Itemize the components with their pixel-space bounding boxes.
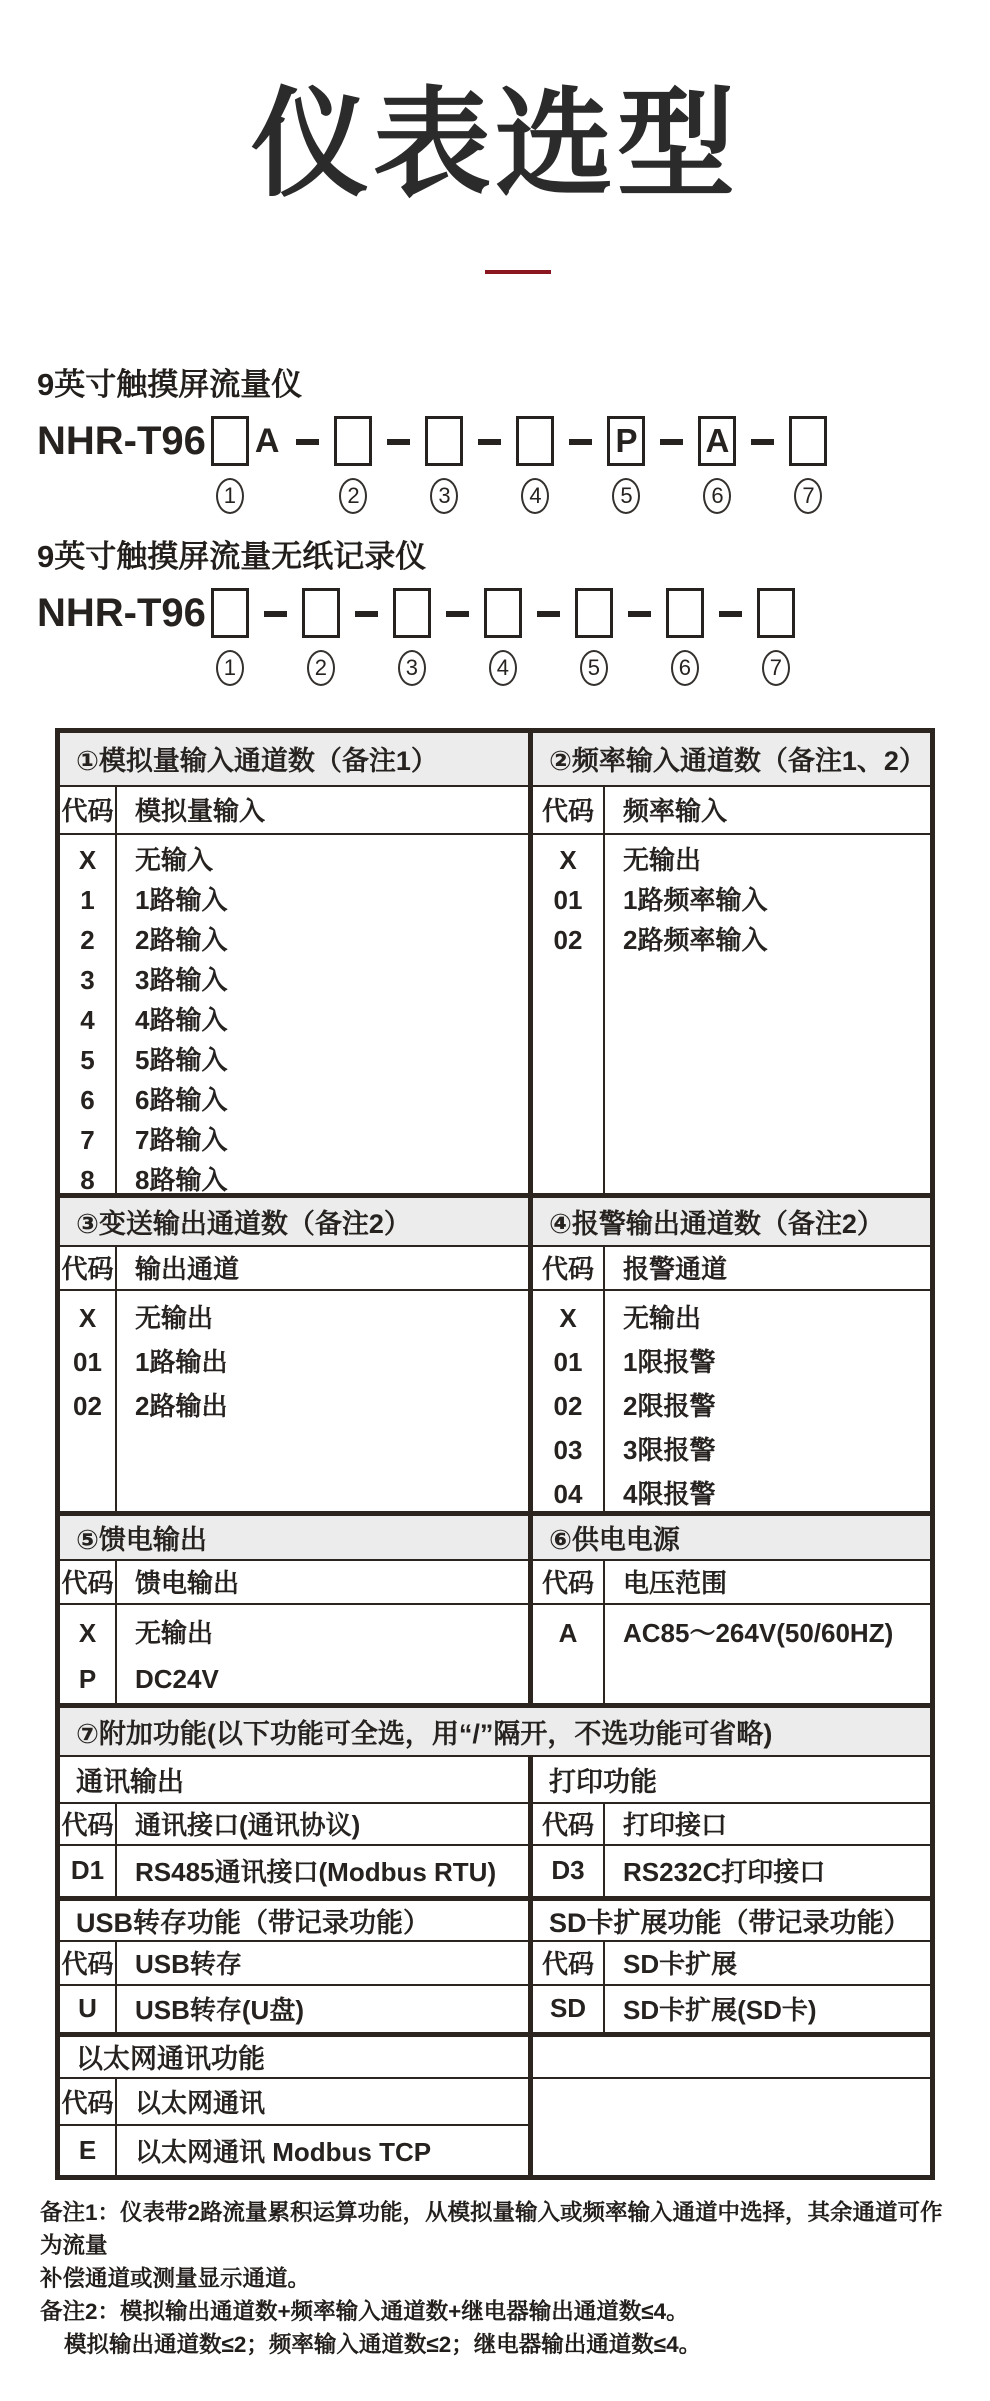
- dash-separator: [628, 611, 651, 617]
- slot-number-circle: 1: [216, 478, 244, 514]
- model2-slot-4: [484, 588, 522, 686]
- code-value: 4: [80, 1004, 95, 1035]
- model2-prefix: NHR-T96: [37, 590, 206, 635]
- model2-slot-2: [302, 588, 340, 686]
- note-1-line-2: 补偿通道或测量显示通道。: [40, 2265, 311, 2291]
- model1-fixed-letter: A: [254, 421, 280, 460]
- code-value: 5: [80, 1044, 95, 1075]
- code-desc: 2路频率输入: [623, 924, 768, 955]
- s5-band-row: [60, 1896, 930, 1940]
- slot-number-circle: 3: [430, 478, 458, 514]
- code-box-empty: [211, 588, 249, 638]
- code-box-A: A: [698, 416, 736, 466]
- selection-table: [55, 728, 935, 2180]
- code-desc: USB转存(U盘): [115, 1986, 528, 2032]
- s3-left-descs: [115, 1605, 528, 1703]
- code-desc: RS485通讯接口(Modbus RTU): [115, 1846, 528, 1896]
- slot-number-circle: 7: [762, 650, 790, 686]
- code-value: 1: [80, 884, 95, 915]
- code-value: SD: [528, 1986, 603, 2032]
- code-value: X: [559, 844, 577, 875]
- code-box-empty: [575, 588, 613, 638]
- code-box-empty: [334, 416, 372, 466]
- code-desc: 以太网通讯 Modbus TCP: [115, 2126, 528, 2175]
- code-value: A: [558, 1617, 578, 1648]
- s1-subheader-row: [60, 785, 930, 833]
- footnotes: [40, 2196, 960, 2361]
- model1-code-line: [37, 416, 990, 514]
- dash-separator: [264, 611, 287, 617]
- s4-data-row: [60, 1844, 930, 1896]
- model1-slot-1: [211, 416, 249, 514]
- s1-left-desc-label: 模拟量输入: [115, 787, 528, 833]
- code-box-empty: [484, 588, 522, 638]
- s1-right-codes: [528, 835, 603, 1193]
- code-value: 8: [80, 1164, 95, 1193]
- code-desc: 2路输入: [135, 924, 228, 955]
- model2-slot-7: [757, 588, 795, 686]
- model2-slot-1: [211, 588, 249, 686]
- code-box-empty: [789, 416, 827, 466]
- model1-slot-5: [607, 416, 645, 514]
- code-value: D3: [528, 1846, 603, 1896]
- slot-number-circle: 6: [703, 478, 731, 514]
- s2-right-codes: [528, 1291, 603, 1511]
- s3-right-desc-label: 电压范围: [603, 1561, 935, 1603]
- s4-band-right: 打印功能: [528, 1757, 930, 1802]
- code-value: 01: [73, 1346, 102, 1377]
- catalog-page: [0, 72, 990, 2401]
- s6-left-rows: [60, 2079, 528, 2175]
- code-value: 02: [73, 1390, 102, 1421]
- dash-separator: [355, 611, 378, 617]
- code-desc: 4路输入: [135, 1004, 228, 1035]
- code-desc: 7路输入: [135, 1124, 228, 1155]
- code-box-P: P: [607, 416, 645, 466]
- code-value: D1: [70, 1855, 105, 1885]
- s3-data-block: [60, 1603, 930, 1703]
- code-desc: 2限报警: [623, 1390, 716, 1421]
- s2-left-descs: [115, 1291, 528, 1511]
- s5-data-row: [60, 1984, 930, 2032]
- slot-number-circle: 1: [216, 650, 244, 686]
- code-desc: 2路输出: [135, 1390, 228, 1421]
- s4-right-desc-label: 打印接口: [603, 1804, 935, 1844]
- model1-slot-2: [334, 416, 372, 514]
- code-box-empty: [425, 416, 463, 466]
- s3-header-left: ⑤馈电输出: [76, 1524, 207, 1555]
- slot-number-circle: 4: [521, 478, 549, 514]
- s1-right-descs: [603, 835, 935, 1193]
- code-box-empty: [302, 588, 340, 638]
- s1-right-desc-label: 频率输入: [603, 787, 935, 833]
- code-desc: 无输出: [623, 1302, 702, 1333]
- s4-header-row: [60, 1703, 930, 1755]
- s2-right-descs: [603, 1291, 935, 1511]
- s6-band-row: [60, 2032, 930, 2077]
- s6-right-empty-cell: [528, 2079, 930, 2175]
- s4-left-code-label: 代码: [61, 1810, 114, 1840]
- slot-number-circle: 5: [612, 478, 640, 514]
- code-value: 03: [553, 1434, 583, 1465]
- s3-right-descs: [603, 1605, 935, 1703]
- code-value: X: [78, 1302, 97, 1333]
- dash-separator: [387, 439, 410, 445]
- code-value: E: [78, 2134, 97, 2165]
- note-2-line-2: 模拟输出通道数≤2；频率输入通道数≤2；继电器输出通道数≤4。: [64, 2331, 702, 2357]
- code-value: X: [559, 1302, 577, 1333]
- code-desc: 8路输入: [135, 1164, 228, 1193]
- code-box-empty: [393, 588, 431, 638]
- s1-header-left: ①模拟量输入通道数（备注1）: [76, 746, 438, 776]
- model2-name: 9英寸触摸屏流量无纸记录仪: [37, 538, 427, 574]
- code-desc: 3路输入: [135, 964, 228, 995]
- slot-number-circle: 5: [580, 650, 608, 686]
- model1-slot-7: [789, 416, 827, 514]
- slot-number-circle: 3: [398, 650, 426, 686]
- code-desc: 4限报警: [623, 1478, 716, 1509]
- code-desc: AC85～264V(50/60HZ): [623, 1617, 894, 1648]
- s3-right-code-label: 代码: [528, 1561, 603, 1603]
- dash-separator: [719, 611, 742, 617]
- slot-number-circle: 2: [339, 478, 367, 514]
- s5-left-desc-label: USB转存: [115, 1942, 528, 1984]
- code-desc: 无输出: [135, 1302, 214, 1333]
- s5-band-right: SD卡扩展功能（带记录功能）: [528, 1901, 930, 1940]
- s3-header-right: ⑥供电电源: [528, 1516, 930, 1559]
- code-box-empty: [211, 416, 249, 466]
- s3-subheader-row: [60, 1559, 930, 1603]
- s4-band-row: [60, 1755, 930, 1802]
- s1-left-code-label: 代码: [61, 796, 114, 826]
- slot-number-circle: 6: [671, 650, 699, 686]
- s5-band-left: USB转存功能（带记录功能）: [76, 1907, 431, 1938]
- slot-number-circle: 4: [489, 650, 517, 686]
- s4-subheader-row: [60, 1802, 930, 1844]
- code-desc: DC24V: [135, 1663, 219, 1694]
- s2-right-desc-label: 报警通道: [603, 1247, 935, 1289]
- code-desc: 5路输入: [135, 1044, 228, 1075]
- s4-right-code-label: 代码: [528, 1804, 603, 1844]
- s5-subheader-row: [60, 1940, 930, 1984]
- code-desc: SD卡扩展(SD卡): [603, 1986, 935, 2032]
- note-1-line-1: 备注1：仪表带2路流量累积运算功能，从模拟量输入或频率输入通道中选择，其余通道可作为流量: [40, 2199, 943, 2258]
- s2-header-left: ③变送输出通道数（备注2）: [76, 1208, 411, 1239]
- s4-header-full: ⑦附加功能(以下功能可全选，用“/”隔开，不选功能可省略): [76, 1718, 773, 1749]
- s3-header-row: [60, 1511, 930, 1559]
- code-desc: 1限报警: [623, 1346, 716, 1377]
- code-value: 2: [80, 924, 95, 955]
- s6-data-block: [60, 2077, 930, 2175]
- dash-separator: [569, 439, 592, 445]
- s6-band-right-empty: [528, 2037, 930, 2077]
- slot-number-circle: 2: [307, 650, 335, 686]
- dash-separator: [537, 611, 560, 617]
- title-underline-decoration: [485, 270, 551, 274]
- code-desc: 1路频率输入: [623, 884, 768, 915]
- dash-separator: [660, 439, 683, 445]
- model1-slot-6: [698, 416, 736, 514]
- s2-left-codes: [60, 1291, 115, 1511]
- code-value: 6: [80, 1084, 95, 1115]
- s1-data-block: [60, 833, 930, 1193]
- code-desc: 3限报警: [623, 1434, 716, 1465]
- s3-left-codes: [60, 1605, 115, 1703]
- code-value: 01: [553, 1346, 583, 1377]
- s6-subheader-row: [60, 2079, 528, 2124]
- model2-slot-5: [575, 588, 613, 686]
- s3-left-desc-label: 馈电输出: [115, 1561, 528, 1603]
- page-title: 仪表选型: [250, 79, 739, 211]
- model2-slot-3: [393, 588, 431, 686]
- model1-slot-3: [425, 416, 463, 514]
- s1-right-code-label: 代码: [528, 787, 603, 833]
- code-value: X: [78, 1617, 97, 1648]
- code-desc: 1路输出: [135, 1346, 228, 1377]
- note-2-line-1: 备注2：模拟输出通道数+频率输入通道数+继电器输出通道数≤4。: [40, 2298, 689, 2324]
- slot-number-circle: 7: [794, 478, 822, 514]
- s6-desc-label: 以太网通讯: [115, 2079, 528, 2124]
- s1-header-right: ②频率输入通道数（备注1、2）: [528, 733, 930, 785]
- code-desc: RS232C打印接口: [603, 1846, 935, 1896]
- dash-separator: [478, 439, 501, 445]
- code-desc: 无输入: [135, 844, 214, 875]
- code-value: X: [78, 844, 97, 875]
- model2-code-line: [37, 588, 990, 686]
- dash-separator: [446, 611, 469, 617]
- s3-left-code-label: 代码: [61, 1568, 114, 1598]
- s2-subheader-row: [60, 1245, 930, 1289]
- code-value: 7: [80, 1124, 95, 1155]
- s5-left-code-label: 代码: [61, 1949, 114, 1979]
- code-value: 02: [553, 1390, 583, 1421]
- s3-right-codes: [528, 1605, 603, 1703]
- s2-left-code-label: 代码: [61, 1254, 114, 1284]
- s6-band-left: 以太网通讯功能: [76, 2044, 265, 2074]
- s6-code-label: 代码: [61, 2087, 114, 2118]
- code-value: P: [78, 1663, 97, 1694]
- code-box-empty: [516, 416, 554, 466]
- s4-band-left: 通讯输出: [76, 1766, 184, 1797]
- s5-right-desc-label: SD卡扩展: [603, 1942, 935, 1984]
- s2-left-desc-label: 输出通道: [115, 1247, 528, 1289]
- s2-header-row: [60, 1193, 930, 1245]
- s1-header-row: [60, 733, 930, 785]
- code-box-empty: [757, 588, 795, 638]
- s1-left-descs: [115, 835, 528, 1193]
- dash-separator: [751, 439, 774, 445]
- code-value: 04: [553, 1478, 583, 1509]
- s2-header-right: ④报警输出通道数（备注2）: [528, 1198, 930, 1245]
- s4-left-desc-label: 通讯接口(通讯协议): [115, 1804, 528, 1844]
- code-value: 01: [553, 884, 583, 915]
- code-desc: 6路输入: [135, 1084, 228, 1115]
- code-desc: 无输出: [135, 1617, 214, 1648]
- code-value: 3: [80, 964, 95, 995]
- code-value: 02: [553, 924, 583, 955]
- s1-left-codes: [60, 835, 115, 1193]
- s5-right-code-label: 代码: [528, 1942, 603, 1984]
- code-box-empty: [666, 588, 704, 638]
- s2-right-code-label: 代码: [528, 1247, 603, 1289]
- code-desc: 1路输入: [135, 884, 228, 915]
- code-desc: 无输出: [623, 844, 702, 875]
- code-value: U: [78, 1993, 97, 2023]
- dash-separator: [296, 439, 319, 445]
- s6-data-row: [60, 2124, 528, 2175]
- model1-slot-4: [516, 416, 554, 514]
- s2-data-block: [60, 1289, 930, 1511]
- model2-slot-6: [666, 588, 704, 686]
- model1-name: 9英寸触摸屏流量仪: [37, 366, 303, 402]
- model1-prefix: NHR-T96: [37, 418, 206, 463]
